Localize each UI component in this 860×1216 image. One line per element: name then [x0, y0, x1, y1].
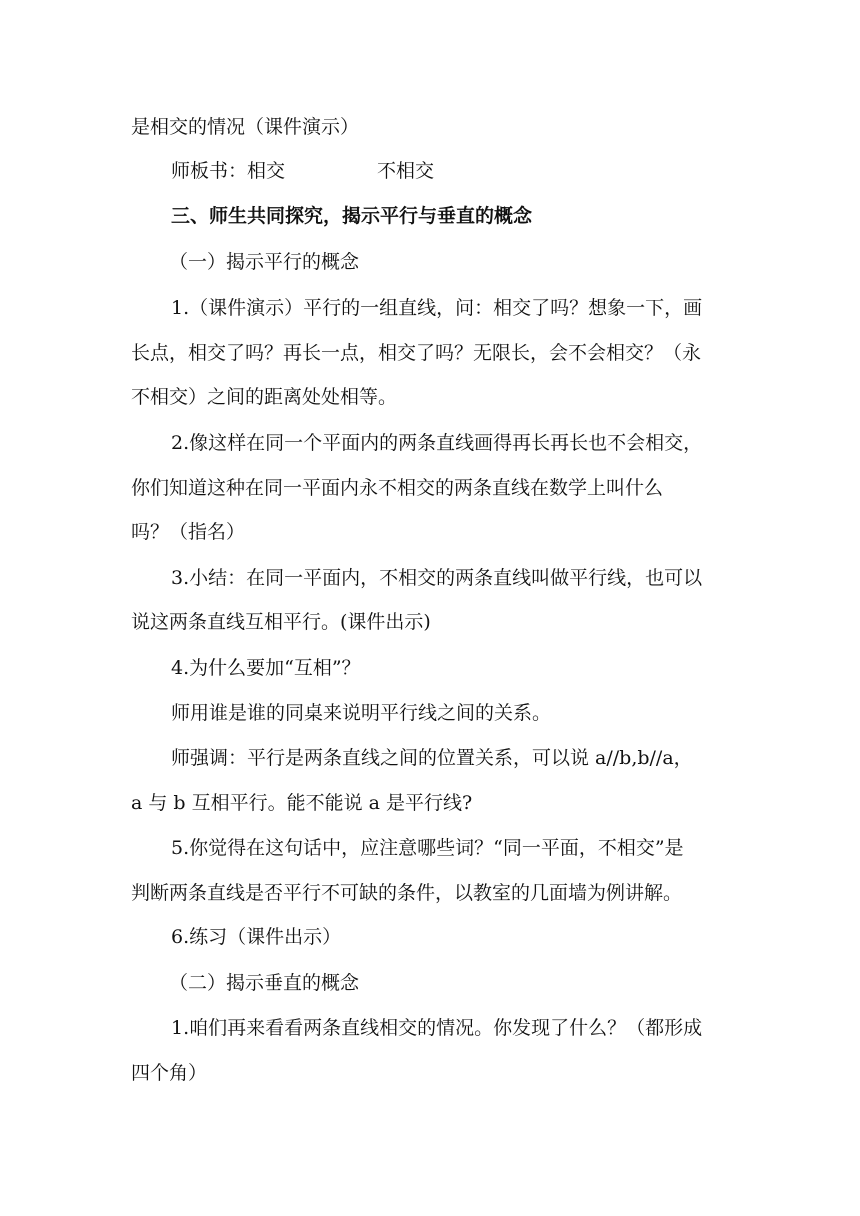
- text-line: 长点，相交了吗？再长一点，相交了吗？无限长，会不会相交？（永: [131, 342, 702, 364]
- text-line: a 与 b 互相平行。能不能说 a 是平行线?: [131, 792, 473, 814]
- text-line: 3.小结：在同一平面内，不相交的两条直线叫做平行线，也可以: [171, 567, 703, 589]
- text-line: 6.练习（课件出示）: [171, 926, 342, 948]
- text-line: 师用谁是谁的同桌来说明平行线之间的关系。: [171, 702, 552, 724]
- text-line: 师强调：平行是两条直线之间的位置关系，可以说 a//b,b//a，: [171, 747, 693, 769]
- text-line: 4.为什么要加“互相”？: [171, 657, 361, 679]
- text-line: 四个角）: [131, 1062, 208, 1084]
- text-line: 说这两条直线互相平行。(课件出示): [131, 611, 431, 633]
- section-heading: 三、师生共同探究，揭示平行与垂直的概念: [171, 205, 533, 227]
- text-line: 判断两条直线是否平行不可缺的条件，以教室的几面墙为例讲解。: [131, 882, 683, 904]
- text-line: 你们知道这种在同一平面内永不相交的两条直线在数学上叫什么: [131, 477, 664, 499]
- text-line: 2.像这样在同一个平面内的两条直线画得再长再长也不会相交，: [171, 432, 703, 454]
- text-line: 不相交）之间的距离处处相等。: [131, 386, 398, 408]
- subsection-heading-parallel: （一）揭示平行的概念: [169, 251, 360, 273]
- text-line: 1.咱们再来看看两条直线相交的情况。你发现了什么？（都形成: [171, 1017, 703, 1039]
- board-writing-line: [131, 154, 731, 189]
- subsection-heading-perpendicular: （二）揭示垂直的概念: [169, 972, 360, 994]
- board-writing-not-intersect: 不相交: [377, 160, 435, 182]
- text-line: 1.（课件演示）平行的一组直线，问：相交了吗？想象一下，画: [171, 297, 703, 319]
- text-line: 5.你觉得在这句话中，应注意哪些词？“同一平面，不相交”是: [171, 837, 684, 859]
- board-writing-intersect: 师板书：相交: [171, 160, 286, 182]
- text-line: 吗？（指名）: [131, 521, 246, 543]
- text-line: 是相交的情况（课件演示）: [131, 116, 360, 138]
